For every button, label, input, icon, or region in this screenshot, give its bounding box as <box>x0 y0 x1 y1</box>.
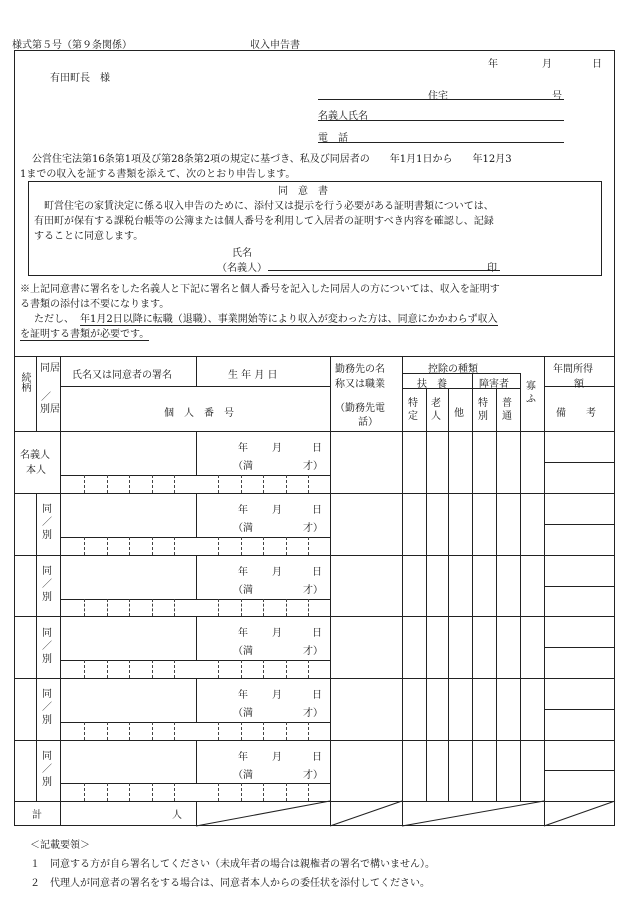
row6-age-open: （満 <box>233 770 253 781</box>
header-work2: 称又は職業 <box>335 379 385 390</box>
header-mynumber: 個 人 番 号 <box>164 408 234 419</box>
row2-cohabit: 同 ／ 別 <box>42 504 52 541</box>
row3-birth-y: 年 <box>238 567 248 578</box>
row1-birth-m: 月 <box>272 443 282 454</box>
total-income-diagonal <box>544 801 615 826</box>
header-elderly: 老 人 <box>431 398 441 422</box>
row1-age-open: （満 <box>233 461 253 472</box>
header-work4: 話） <box>358 417 378 428</box>
row6-cohabit: 同 ／ 別 <box>42 751 52 788</box>
row2-age-open: （満 <box>233 523 253 534</box>
header-work1: 勤務先の名 <box>335 364 385 375</box>
row5-age-open: （満 <box>233 708 253 719</box>
row2-birth-m: 月 <box>272 505 282 516</box>
instruction-item-2: ２ 代理人が同意者の署名をする場合は、同意者本人からの委任状を添付してください。 <box>30 878 430 889</box>
header-cohabit: 同居 <box>40 363 60 374</box>
row5-birth-d: 日 <box>312 690 322 701</box>
row5-birth-y: 年 <box>238 690 248 701</box>
header-separate: 別居 <box>40 404 60 415</box>
header-income2: 額 <box>574 379 584 390</box>
row4-birth-d: 日 <box>312 628 322 639</box>
form-number: 様式第５号（第９条関係） <box>12 40 132 51</box>
consent-name-sub: （名義人） <box>217 263 267 274</box>
seal-mark: 印 <box>487 263 497 274</box>
row4-age-open: （満 <box>233 646 253 657</box>
header-work3: （勤務先電 <box>335 403 385 414</box>
row1-age-close: 才） <box>303 461 323 472</box>
row1-relation-line2: 本人 <box>26 465 46 476</box>
phone-label: 電 話 <box>318 133 348 144</box>
consent-name-label: 氏名 <box>232 248 252 259</box>
row4-birth-y: 年 <box>238 628 248 639</box>
header-special: 特 別 <box>478 398 488 422</box>
row6-birth-m: 月 <box>272 752 282 763</box>
statement-line2: 1までの収入を証する書類を添えて、次のとおり申告します。 <box>20 169 296 180</box>
number-label: 号 <box>552 91 562 102</box>
header-relation: 続柄 <box>19 372 30 392</box>
header-birth: 生 年 月 日 <box>228 370 278 381</box>
instruction-item-1: １ 同意する方が自ら署名してください（未成年者の場合は親権者の署名で構いません）。 <box>30 859 435 870</box>
row1-birth-y: 年 <box>238 443 248 454</box>
total-birth-diagonal <box>196 801 330 826</box>
note-line1: ※上記同意書に署名をした名義人と下記に署名と個人番号を記入した同居人の方については、収入を証明す <box>20 284 500 295</box>
header-cohabit-slash: ／ <box>41 392 51 403</box>
header-widow: 寡 ふ <box>526 381 536 405</box>
note-line2: る書類の添付は不要になります。 <box>20 299 170 310</box>
row3-age-close: 才） <box>303 585 323 596</box>
address-label: 住宅 <box>428 91 448 102</box>
consent-signature-line[interactable] <box>268 270 500 271</box>
address-line[interactable] <box>318 99 564 100</box>
header-specified: 特 定 <box>408 398 418 422</box>
row3-birth-d: 日 <box>312 567 322 578</box>
row3-birth-m: 月 <box>272 567 282 578</box>
consent-title: 同 意 書 <box>278 186 328 197</box>
header-income: 年間所得 <box>553 364 593 375</box>
form-title: 収入申告書 <box>250 40 300 51</box>
total-deduction-diagonal <box>402 801 544 826</box>
row1-relation-line1: 名義人 <box>20 450 50 461</box>
row5-cohabit: 同 ／ 別 <box>42 689 52 726</box>
phone-line[interactable] <box>318 142 564 143</box>
date-year: 年 <box>488 59 498 70</box>
date-day: 日 <box>592 59 602 70</box>
note-line3b: 年1月2日以降に転職（退職）、事業開始等により収入が変わった方は、同意にかかわらず収入 <box>80 310 498 326</box>
consent-line1: 町営住宅の家賃決定に係る収入申告のために、添付又は提示を行う必要がある証明書類については、 <box>44 201 494 212</box>
header-dependent: 扶 養 <box>417 379 447 390</box>
note-line3a: ただし、 <box>34 314 74 325</box>
row2-birth-d: 日 <box>312 505 322 516</box>
row4-age-close: 才） <box>303 646 323 657</box>
row6-age-close: 才） <box>303 770 323 781</box>
header-other: 他 <box>454 408 464 419</box>
total-label: 計 <box>32 810 42 821</box>
row4-cohabit: 同 ／ 別 <box>42 628 52 665</box>
row5-age-close: 才） <box>303 708 323 719</box>
row6-birth-y: 年 <box>238 752 248 763</box>
consent-line2: 有田町が保有する課税台帳等の公簿または個人番号を利用して入居者の証明すべき内容を確認し、記録 <box>34 216 494 227</box>
name-label: 名義人氏名 <box>318 111 368 122</box>
row2-age-close: 才） <box>303 523 323 534</box>
header-disabled: 障害者 <box>479 379 509 390</box>
total-work-diagonal <box>330 801 402 826</box>
total-persons: 人 <box>172 810 182 821</box>
statement-line1: 公営住宅法第16条第1項及び第28条第2項の規定に基づき、私及び同居者の 年1月1日から 年12月3 <box>32 154 512 165</box>
date-month: 月 <box>542 59 552 70</box>
row3-age-open: （満 <box>233 585 253 596</box>
row2-birth-y: 年 <box>238 505 248 516</box>
consent-line3: することに同意します。 <box>34 231 144 242</box>
header-name: 氏名又は同意者の署名 <box>72 370 172 381</box>
row1-birth-d: 日 <box>312 443 322 454</box>
addressee: 有田町長 様 <box>50 73 110 84</box>
note-line4: を証明する書類が必要です。 <box>20 325 149 341</box>
row6-birth-d: 日 <box>312 752 322 763</box>
header-remarks: 備 考 <box>556 408 596 419</box>
header-ordinary: 普 通 <box>502 398 512 422</box>
row3-cohabit: 同 ／ 別 <box>42 566 52 603</box>
name-line[interactable] <box>318 120 564 121</box>
header-deduction: 控除の種類 <box>428 364 478 375</box>
instructions-title: ＜記載要領＞ <box>30 840 90 851</box>
row4-birth-m: 月 <box>272 628 282 639</box>
row5-birth-m: 月 <box>272 690 282 701</box>
